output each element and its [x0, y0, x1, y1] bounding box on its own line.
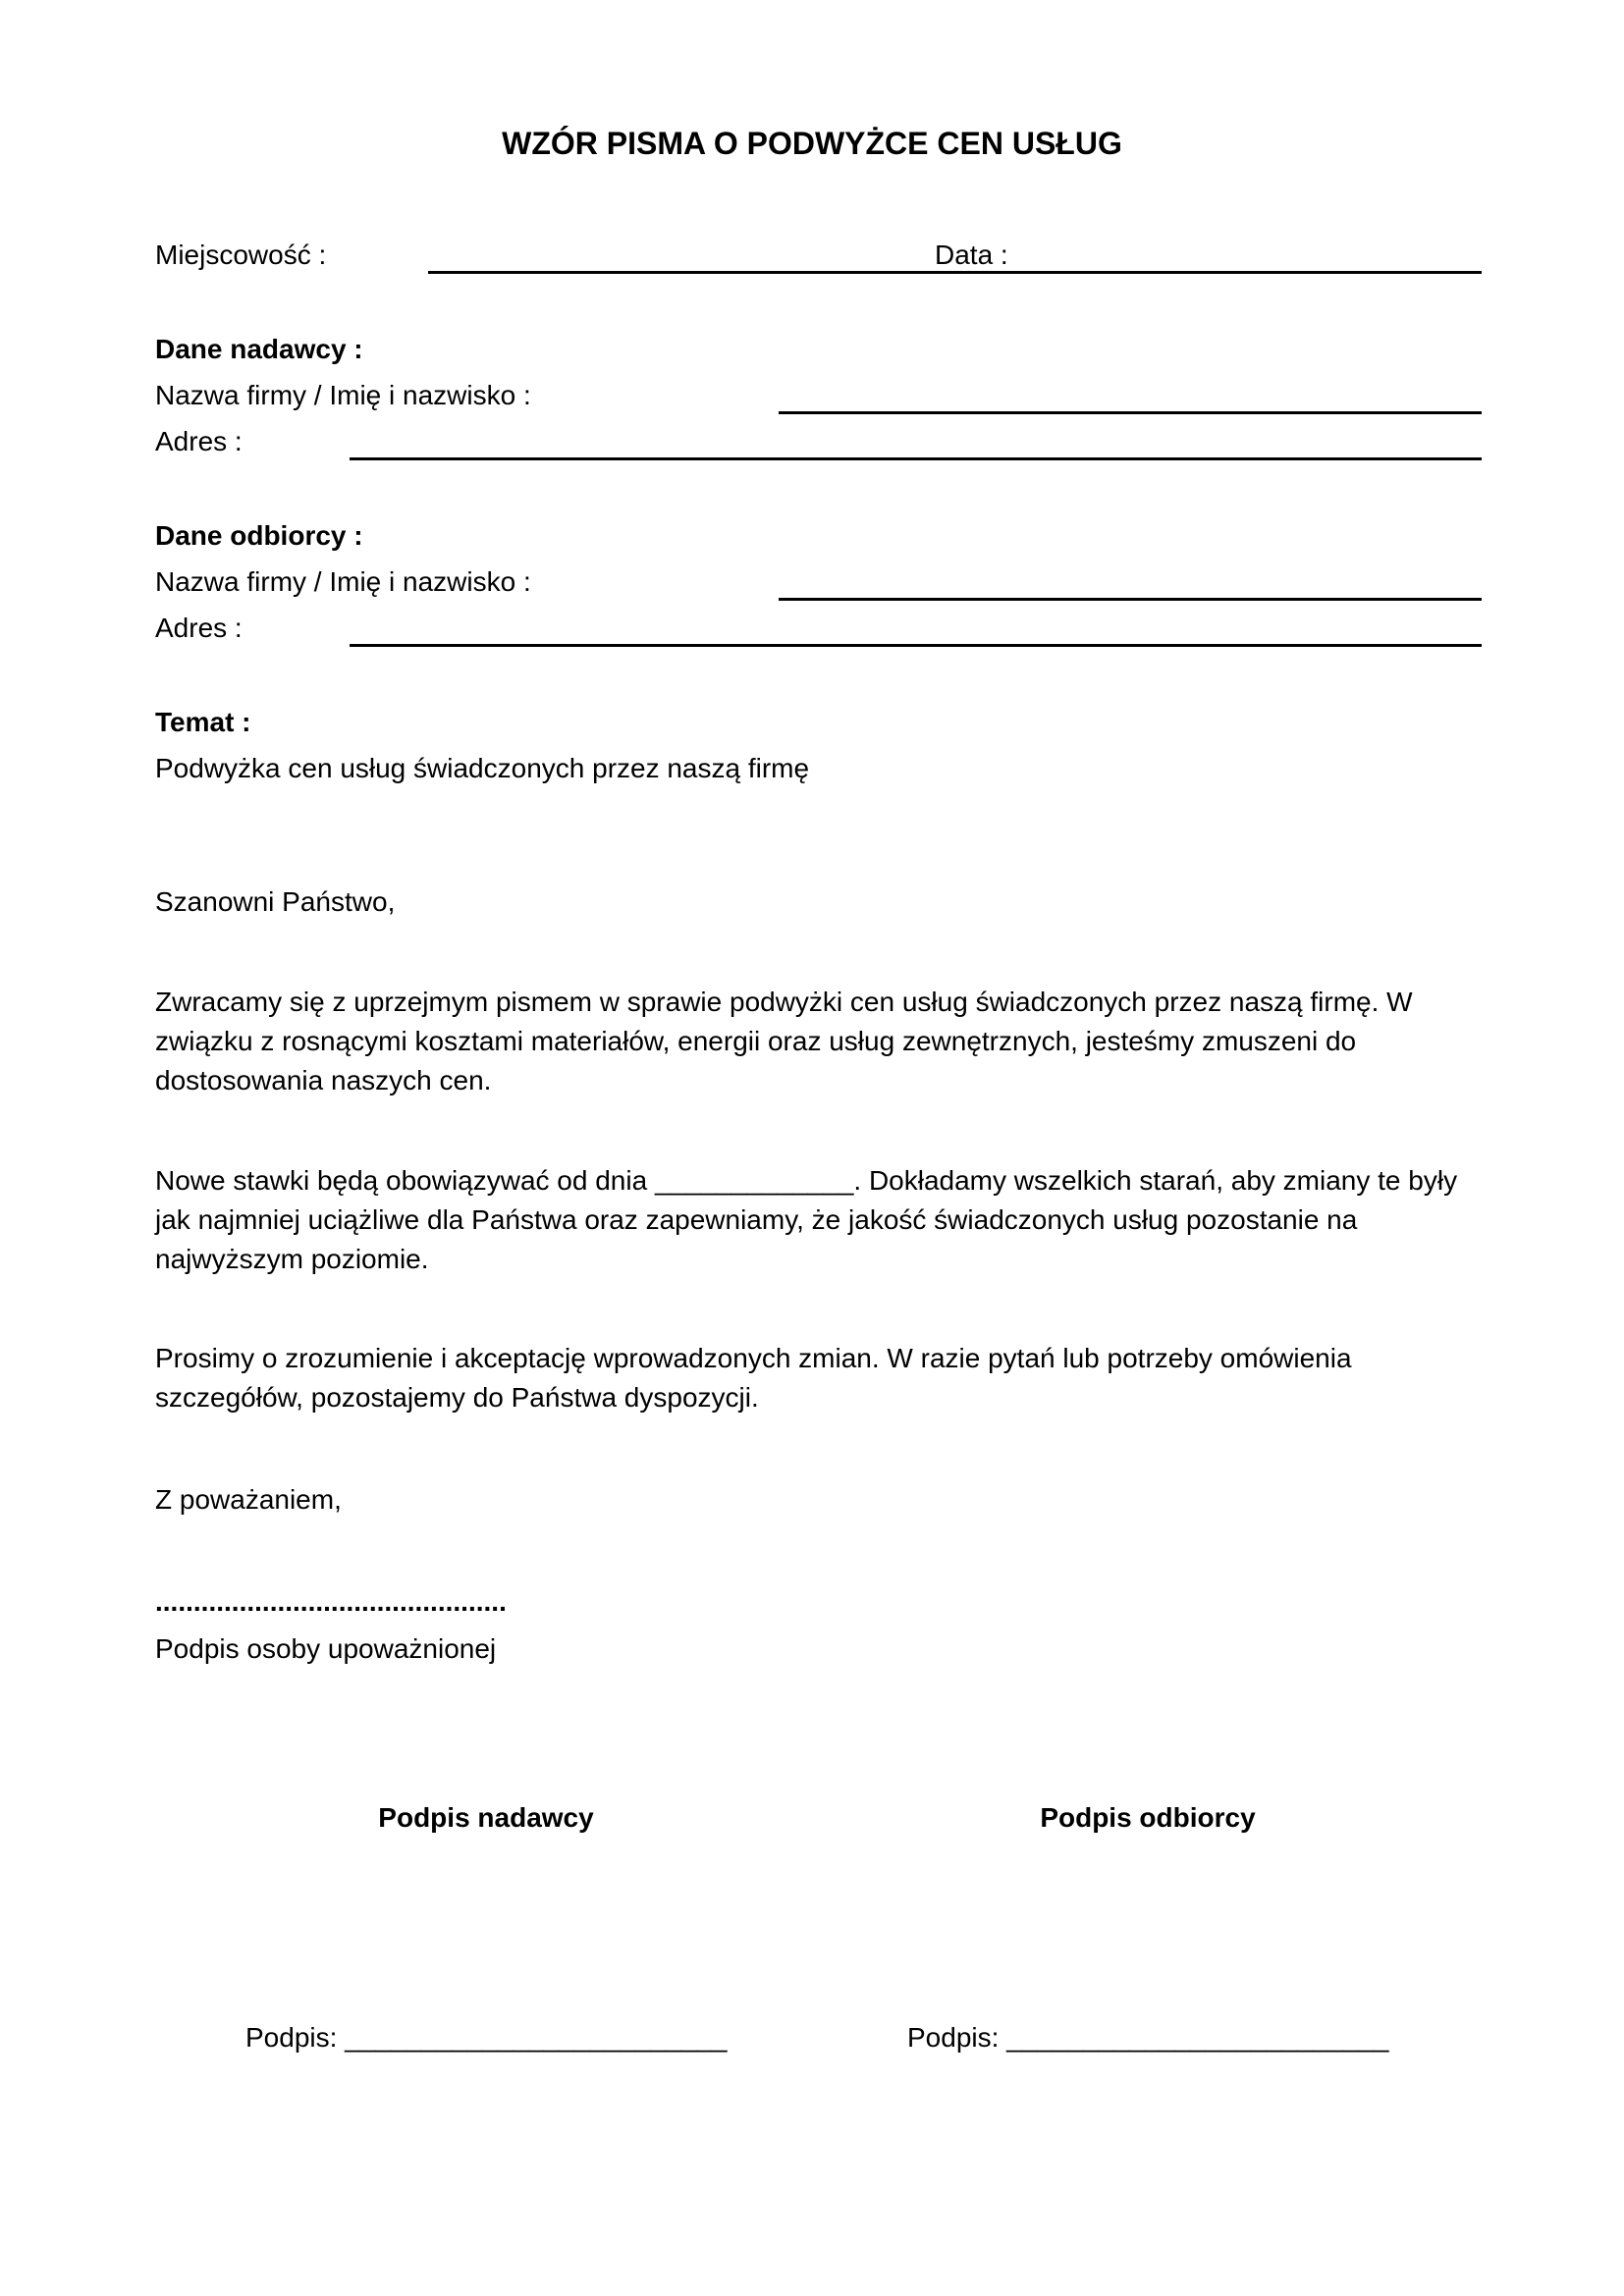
subject-text: Podwyżka cen usług świadczonych przez naszą firmę — [155, 753, 810, 783]
signature-caption: Podpis osoby upoważnionej — [155, 1633, 497, 1664]
date-label: Data : — [935, 240, 1008, 270]
body-paragraph-1 — [155, 983, 1530, 1100]
sender-signature-line: Podpis: _________________________ — [245, 2022, 728, 2053]
paragraph-line: Nowe stawki będą obowiązywać od dnia _____________. Dokładamy wszelkich starań, aby zmiany te były — [155, 1165, 1458, 1196]
paragraph-line: jak najmniej uciążliwe dla Państwa oraz zapewniamy, że jakość świadczonych usług pozostanie na — [155, 1204, 1358, 1235]
recipient-address-label: Adres : — [155, 613, 243, 643]
paragraph-line: związku z rosnącymi kosztami materiałów, energii oraz usług zewnętrznych, jesteśmy zmuszeni do — [155, 1026, 1357, 1056]
signature-dots: .............................................. — [155, 1586, 507, 1617]
recipient-signature-heading: Podpis odbiorcy — [1040, 1802, 1256, 1833]
recipient-signature-line: Podpis: _________________________ — [907, 2022, 1389, 2053]
greeting: Szanowni Państwo, — [155, 886, 396, 917]
recipient-name-field — [779, 598, 1482, 601]
sender-address-field — [350, 457, 1482, 460]
recipient-name-label: Nazwa firmy / Imię i nazwisko : — [155, 566, 531, 597]
sender-address-label: Adres : — [155, 426, 243, 456]
recipient-heading: Dane odbiorcy : — [155, 520, 363, 551]
closing: Z poważaniem, — [155, 1484, 342, 1515]
subject-heading: Temat : — [155, 707, 251, 737]
sender-name-label: Nazwa firmy / Imię i nazwisko : — [155, 380, 531, 410]
paragraph-line: najwyższym poziomie. — [155, 1244, 429, 1274]
body-paragraph-3 — [155, 1339, 1530, 1417]
sender-signature-heading: Podpis nadawcy — [378, 1802, 594, 1833]
recipient-address-field — [350, 644, 1482, 647]
body-paragraph-2 — [155, 1161, 1530, 1279]
place-label: Miejscowość : — [155, 240, 327, 270]
paragraph-line: szczegółów, pozostajemy do Państwa dyspozycji. — [155, 1382, 759, 1413]
paragraph-line: Prosimy o zrozumienie i akceptację wprowadzonych zmian. W razie pytań lub potrzeby omówienia — [155, 1343, 1352, 1373]
sender-name-field — [779, 411, 1482, 414]
paragraph-line: dostosowania naszych cen. — [155, 1065, 492, 1095]
sender-heading: Dane nadawcy : — [155, 334, 363, 364]
document-title: WZÓR PISMA O PODWYŻCE CEN USŁUG — [502, 126, 1122, 161]
paragraph-line: Zwracamy się z uprzejmym pismem w sprawie podwyżki cen usług świadczonych przez naszą firmę. W — [155, 987, 1413, 1017]
